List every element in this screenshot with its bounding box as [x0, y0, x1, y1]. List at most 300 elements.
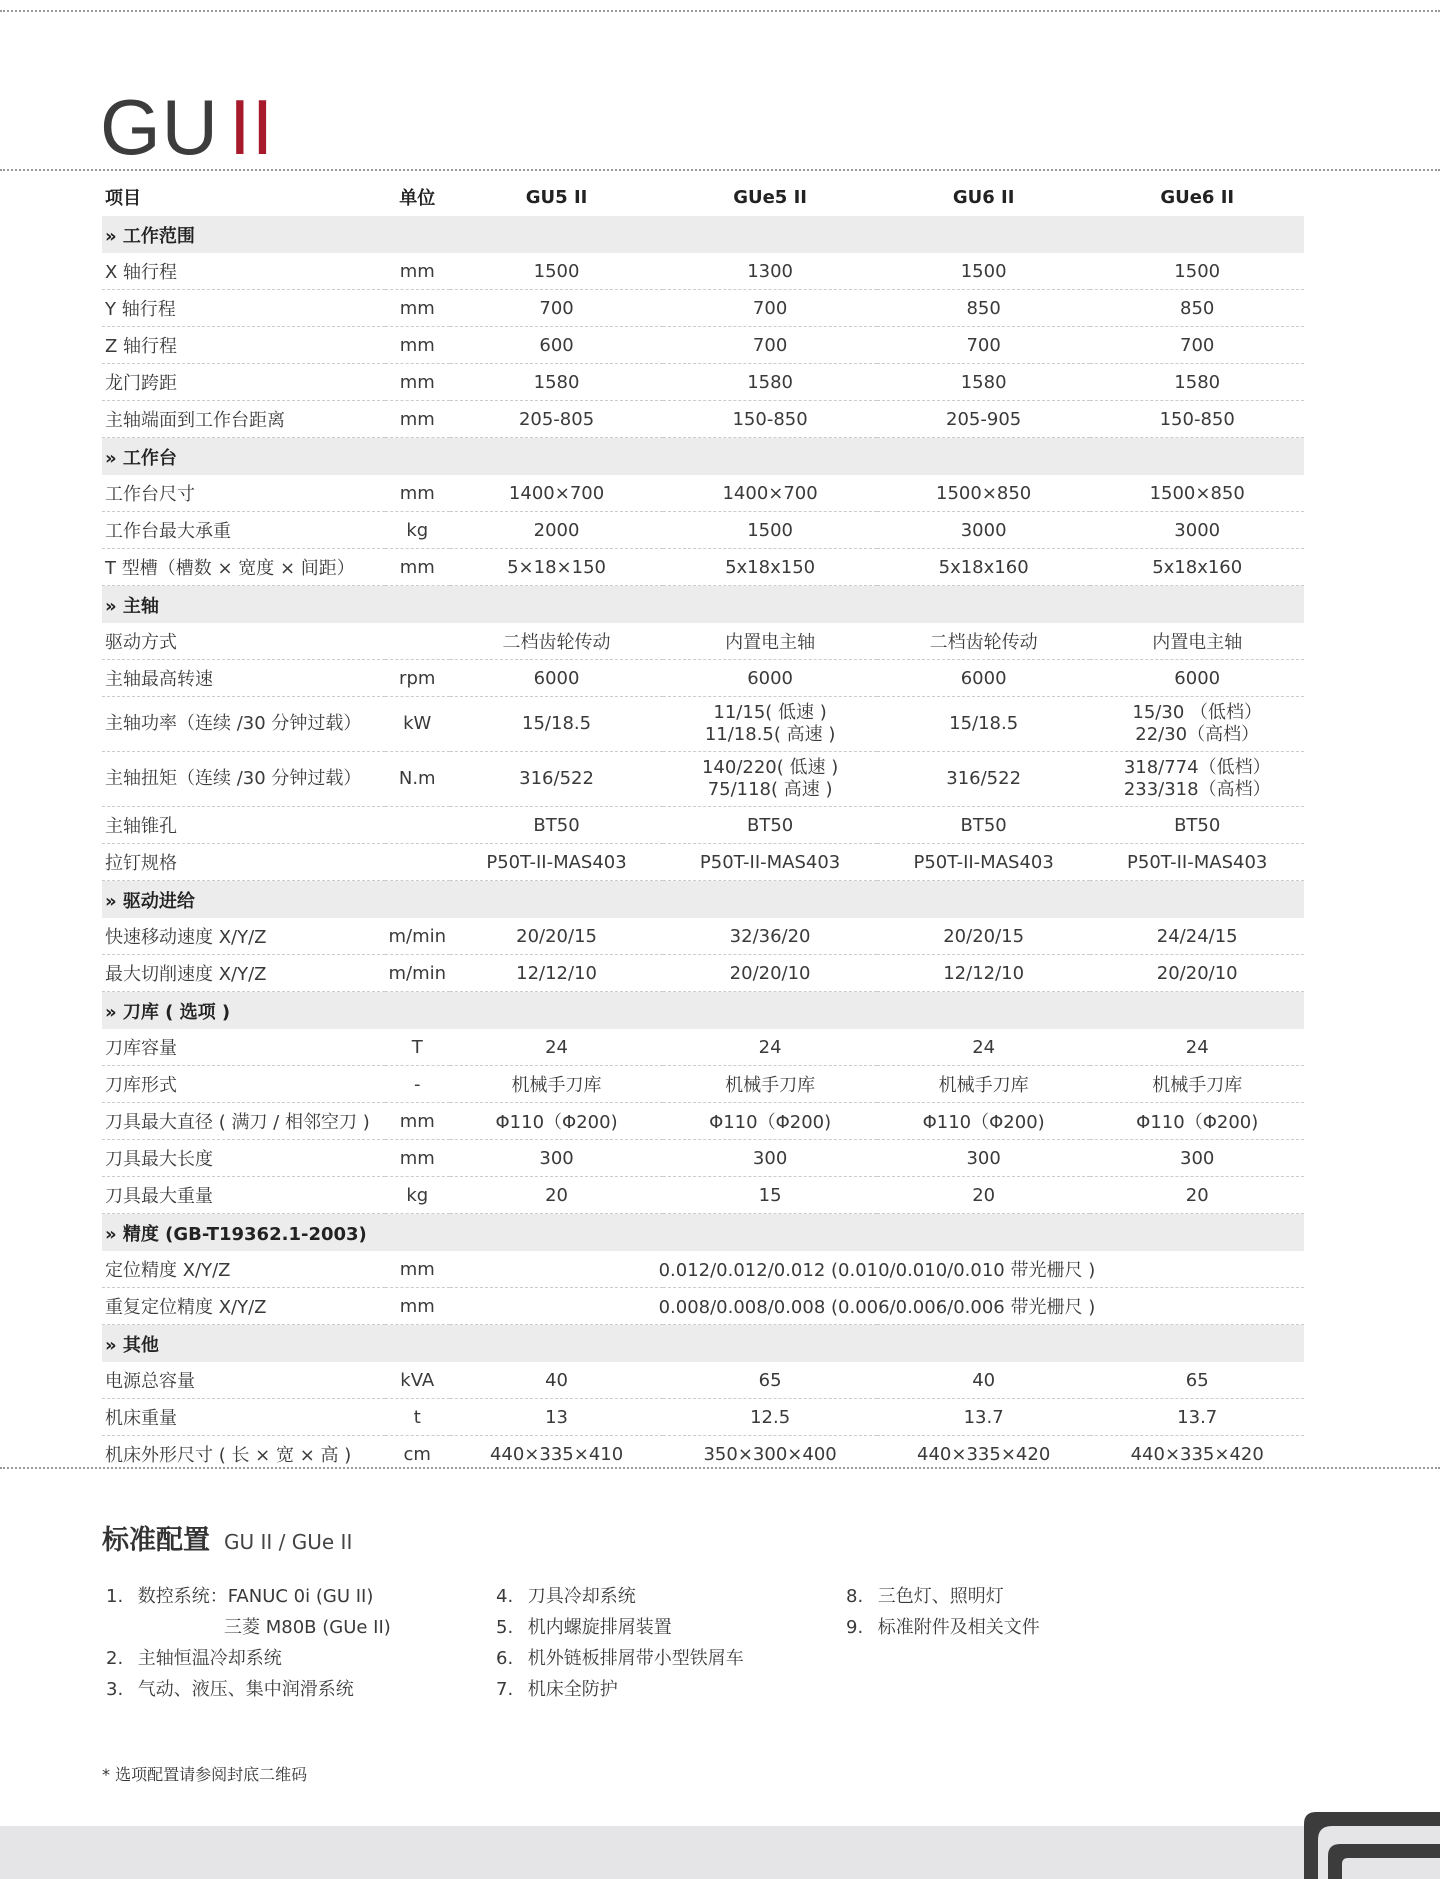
table-row [102, 1399, 1304, 1436]
row-label: 主轴功率（连续 /30 分钟过载） [102, 697, 385, 752]
value-line: 850 [1180, 297, 1215, 319]
row-unit: mm [385, 1140, 450, 1177]
value-line: 机械手刀库 [1152, 1075, 1243, 1096]
value-line: 700 [539, 297, 574, 319]
value-line: 13 [545, 1406, 568, 1428]
row-value [663, 1177, 877, 1214]
section-title: » 主轴 [102, 586, 1304, 624]
value-line: 2000 [533, 519, 580, 541]
row-unit: mm [385, 253, 450, 290]
table-row [102, 475, 1304, 512]
row-value [663, 253, 877, 290]
standard-config-subtitle: GU II / GUe II [224, 1530, 353, 1554]
row-value [1090, 1103, 1304, 1140]
config-item-text: 三色灯、照明灯 [877, 1586, 1004, 1607]
row-value [450, 475, 664, 512]
section-header-row [102, 438, 1304, 476]
table-row [102, 401, 1304, 438]
row-value [1090, 955, 1304, 992]
row-value [877, 253, 1091, 290]
value-line: 300 [966, 1147, 1001, 1169]
row-value [450, 253, 664, 290]
row-value [450, 549, 664, 586]
value-line: 318/774（低档） [1123, 757, 1271, 778]
row-value [1090, 549, 1304, 586]
config-item-text: 标准附件及相关文件 [877, 1617, 1040, 1638]
config-item-number: 6. [496, 1648, 514, 1669]
row-value [450, 697, 664, 752]
config-item [846, 1581, 1040, 1612]
config-item-number: 1. [106, 1586, 124, 1607]
row-label: 刀具最大直径 ( 满刀 / 相邻空刀 ) [102, 1103, 385, 1140]
row-value [877, 512, 1091, 549]
config-item-number: 7. [496, 1679, 514, 1700]
row-value [877, 752, 1091, 807]
brand-logo-mark [1304, 1812, 1440, 1879]
value-line: 15/18.5 [949, 713, 1019, 734]
value-line: 20/20/15 [943, 925, 1025, 947]
section-title: » 刀库 ( 选项 ) [102, 992, 1304, 1030]
config-item-text: 机床全防护 [527, 1679, 618, 1700]
row-value [1090, 918, 1304, 955]
config-item-text: 气动、液压、集中润滑系统 [137, 1679, 354, 1700]
value-line: Φ110（Φ200) [922, 1112, 1045, 1133]
value-line: 1580 [533, 371, 580, 393]
row-value [877, 1362, 1091, 1399]
row-unit [385, 807, 450, 844]
row-label: 主轴扭矩（连续 /30 分钟过载） [102, 752, 385, 807]
config-item-number: 8. [846, 1586, 864, 1607]
row-value [450, 1103, 664, 1140]
row-unit: mm [385, 1251, 450, 1288]
row-unit: cm [403, 1443, 431, 1465]
value-line: 440×335×420 [1130, 1443, 1264, 1465]
value-line: 内置电主轴 [1152, 632, 1243, 653]
value-line: 13.7 [963, 1406, 1004, 1428]
row-label: 重复定位精度 X/Y/Z [102, 1288, 385, 1325]
value-line: 1500 [960, 260, 1007, 282]
value-line: 6000 [960, 667, 1007, 689]
config-item-text: 刀具冷却系统 [527, 1586, 636, 1607]
value-line: P50T-II-MAS403 [486, 851, 627, 873]
value-line: 二档齿轮传动 [502, 632, 611, 653]
row-label: 机床外形尺寸 ( 长 × 宽 × 高 ) [105, 1445, 352, 1466]
row-value [450, 364, 664, 401]
row-value [663, 1399, 877, 1436]
config-item [496, 1581, 744, 1612]
row-value [1090, 1362, 1304, 1399]
value-line: 内置电主轴 [725, 632, 816, 653]
header-item: 项目 [105, 188, 141, 209]
title-dotted-rule [0, 169, 1440, 171]
section-header-row [102, 1214, 1304, 1252]
table-row [102, 1251, 1304, 1288]
value-line: 机械手刀库 [511, 1075, 602, 1096]
row-unit: m/min [385, 918, 450, 955]
row-value [1090, 401, 1304, 438]
row-value [663, 1140, 877, 1177]
value-line: 机械手刀库 [725, 1075, 816, 1096]
row-value [663, 955, 877, 992]
value-line: 1580 [960, 371, 1007, 393]
row-value [663, 1066, 877, 1103]
row-value [663, 549, 877, 586]
row-value [663, 512, 877, 549]
table-row [102, 697, 1304, 752]
row-value [663, 844, 877, 881]
row-value [450, 623, 664, 660]
value-line: BT50 [1174, 814, 1221, 836]
row-merged-value: 0.008/0.008/0.008 (0.006/0.006/0.006 带光栅尺 ) [450, 1288, 1304, 1325]
config-item-number: 4. [496, 1586, 514, 1607]
row-value [877, 549, 1091, 586]
row-value [1090, 327, 1304, 364]
value-line: 65 [1185, 1369, 1209, 1391]
value-line: 12.5 [750, 1406, 791, 1428]
table-row [102, 1140, 1304, 1177]
config-item [106, 1643, 391, 1674]
value-line: Φ110（Φ200) [495, 1112, 618, 1133]
value-line: 850 [966, 297, 1001, 319]
standard-config-column-2 [496, 1581, 744, 1705]
row-value [450, 327, 664, 364]
value-line: 3000 [960, 519, 1007, 541]
value-line: 300 [1180, 1147, 1215, 1169]
row-value [450, 512, 664, 549]
row-value [877, 623, 1091, 660]
row-value [877, 1399, 1091, 1436]
row-value [1090, 752, 1304, 807]
row-label: Z 轴行程 [102, 327, 385, 364]
row-label: 主轴锥孔 [102, 807, 385, 844]
value-line: 24 [545, 1036, 568, 1058]
row-value [1090, 807, 1304, 844]
section-title: » 驱动进给 [102, 881, 1304, 919]
value-line: P50T-II-MAS403 [1127, 851, 1268, 873]
row-merged-value: 0.012/0.012/0.012 (0.010/0.010/0.010 带光栅尺 ) [450, 1251, 1304, 1288]
value-line: 20/20/10 [1156, 962, 1238, 984]
title-main: GU [100, 83, 219, 171]
row-value [663, 1029, 877, 1066]
value-line: 13.7 [1177, 1406, 1218, 1428]
row-value [663, 807, 877, 844]
row-unit: mm [385, 364, 450, 401]
section-header-row [102, 992, 1304, 1030]
section-header-row [102, 216, 1304, 253]
value-line: 140/220( 低速 ) [701, 757, 839, 778]
row-label: 机床重量 [102, 1399, 385, 1436]
row-value [1090, 697, 1304, 752]
config-item-text: 数控系统：FANUC 0i (GU II) [137, 1586, 374, 1607]
row-label: 刀库容量 [102, 1029, 385, 1066]
row-value [877, 327, 1091, 364]
value-line: 150-850 [732, 408, 808, 430]
section-header-row [102, 1325, 1304, 1363]
header-unit: 单位 [399, 188, 436, 209]
table-row [102, 918, 1304, 955]
value-line: 316/522 [519, 768, 594, 789]
section-title: » 精度 (GB-T19362.1-2003) [102, 1214, 1304, 1252]
row-value [1090, 512, 1304, 549]
row-value [877, 290, 1091, 327]
config-item [106, 1674, 391, 1705]
row-value [663, 1103, 877, 1140]
value-line: 20/20/10 [729, 962, 811, 984]
row-label: 电源总容量 [102, 1362, 385, 1399]
section-header-row [102, 881, 1304, 919]
row-unit: kg [385, 512, 450, 549]
row-unit: mm [385, 401, 450, 438]
section-header-row [102, 586, 1304, 624]
row-value [877, 364, 1091, 401]
value-line: 1500 [533, 260, 580, 282]
table-row [102, 1362, 1304, 1399]
row-label: X 轴行程 [102, 253, 385, 290]
row-value [450, 401, 664, 438]
options-footnote: * 选项配置请参阅封底二维码 [102, 1765, 308, 1784]
row-value [1090, 253, 1304, 290]
value-line: 40 [972, 1369, 996, 1391]
row-value [877, 697, 1091, 752]
table-row [102, 1066, 1304, 1103]
row-value [877, 807, 1091, 844]
row-value [450, 955, 664, 992]
row-value [450, 1177, 664, 1214]
config-item [106, 1612, 391, 1643]
row-value [663, 623, 877, 660]
row-value [1090, 475, 1304, 512]
row-value [450, 1029, 664, 1066]
row-value [663, 1362, 877, 1399]
table-row [102, 327, 1304, 364]
row-value [877, 1140, 1091, 1177]
config-item-number: 2. [106, 1648, 124, 1669]
header-model-gu6: GU6 II [952, 186, 1015, 208]
config-item [846, 1612, 1040, 1643]
footer-band [0, 1826, 1440, 1879]
row-value [1090, 660, 1304, 697]
row-unit: kVA [385, 1362, 450, 1399]
value-line: 75/118( 高速 ) [707, 779, 833, 800]
value-line: 350×300×400 [703, 1443, 837, 1465]
row-value [663, 752, 877, 807]
value-line: 700 [752, 297, 788, 319]
section-title: » 工作范围 [102, 216, 1304, 253]
row-value [450, 1399, 664, 1436]
page-title [100, 82, 274, 172]
row-label: 刀具最大长度 [102, 1140, 385, 1177]
row-unit: mm [385, 327, 450, 364]
table-bottom-dotted-rule [0, 1467, 1440, 1469]
value-line: 6000 [533, 667, 580, 689]
row-value [450, 807, 664, 844]
table-row [102, 1029, 1304, 1066]
config-item-text: 主轴恒温冷却系统 [137, 1648, 282, 1669]
row-unit: kW [385, 697, 450, 752]
config-item [496, 1643, 744, 1674]
value-line: 600 [539, 334, 574, 356]
table-row [102, 807, 1304, 844]
value-line: 3000 [1174, 519, 1221, 541]
row-value [877, 918, 1091, 955]
table-row [102, 955, 1304, 992]
table-row [102, 253, 1304, 290]
row-label: 工作台最大承重 [102, 512, 385, 549]
value-line: 1500×850 [1149, 482, 1245, 504]
row-value [877, 1029, 1091, 1066]
config-item [496, 1612, 744, 1643]
title-accent: II [229, 83, 275, 171]
value-line: 1500 [1174, 260, 1221, 282]
value-line: 440×335×420 [917, 1443, 1051, 1465]
value-line: 1300 [747, 260, 793, 282]
row-value [877, 401, 1091, 438]
value-line: 24 [1185, 1036, 1209, 1058]
row-value [877, 1177, 1091, 1214]
row-unit: T [385, 1029, 450, 1066]
value-line: 24/24/15 [1156, 925, 1238, 947]
value-line: 12/12/10 [943, 962, 1025, 984]
row-value [663, 475, 877, 512]
row-unit: mm [385, 475, 450, 512]
value-line: P50T-II-MAS403 [913, 851, 1054, 873]
row-value [663, 697, 877, 752]
row-value [450, 1140, 664, 1177]
row-value [877, 1066, 1091, 1103]
row-value [450, 660, 664, 697]
value-line: 233/318（高档） [1123, 779, 1271, 800]
row-value [1090, 1029, 1304, 1066]
header-model-gu5: GU5 II [525, 186, 588, 208]
row-unit: - [385, 1066, 450, 1103]
value-line: 5×18×150 [507, 556, 606, 578]
row-unit: mm [385, 549, 450, 586]
value-line: 300 [539, 1147, 574, 1169]
value-line: 20 [1185, 1184, 1209, 1206]
value-line: BT50 [960, 814, 1007, 836]
row-value [450, 1066, 664, 1103]
row-value [1090, 1399, 1304, 1436]
row-value [877, 955, 1091, 992]
value-line: P50T-II-MAS403 [699, 851, 841, 873]
value-line: 二档齿轮传动 [929, 632, 1038, 653]
row-value [877, 660, 1091, 697]
row-value [1090, 1066, 1304, 1103]
value-line: 65 [758, 1369, 782, 1391]
row-value [663, 364, 877, 401]
value-line: 11/18.5( 高速 ) [704, 724, 836, 745]
row-unit [385, 844, 450, 881]
value-line: 12/12/10 [516, 962, 597, 984]
table-row [102, 844, 1304, 881]
value-line: 32/36/20 [729, 925, 811, 947]
value-line: 15 [758, 1184, 782, 1206]
row-value [663, 290, 877, 327]
table-row [102, 549, 1304, 586]
row-value [663, 918, 877, 955]
table-row [102, 512, 1304, 549]
value-line: Φ110（Φ200) [709, 1112, 832, 1133]
value-line: 机械手刀库 [938, 1075, 1029, 1096]
row-value [1090, 844, 1304, 881]
value-line: 205-905 [946, 408, 1022, 430]
standard-config-heading [102, 1518, 352, 1557]
row-label: Y 轴行程 [102, 290, 385, 327]
value-line: 24 [972, 1036, 996, 1058]
value-line: 24 [758, 1036, 782, 1058]
row-unit: mm [385, 290, 450, 327]
value-line: 40 [545, 1369, 568, 1391]
table-row [102, 364, 1304, 401]
row-label: T 型槽（槽数 × 宽度 × 间距） [102, 549, 385, 586]
row-unit: mm [385, 1103, 450, 1140]
value-line: 15/30 （低档） [1132, 702, 1263, 723]
row-value [877, 844, 1091, 881]
value-line: 1400×700 [722, 482, 818, 504]
value-line: 5x18x160 [938, 556, 1029, 578]
spec-table-body [102, 216, 1304, 1472]
config-item-number: 5. [496, 1617, 514, 1638]
value-line: 205-805 [518, 408, 595, 430]
header-model-gue5: GUe5 II [733, 186, 807, 208]
value-line: 700 [752, 334, 788, 356]
config-item [106, 1581, 391, 1612]
row-value [1090, 1177, 1304, 1214]
row-label: 工作台尺寸 [102, 475, 385, 512]
row-value [450, 1362, 664, 1399]
row-value [663, 327, 877, 364]
config-item-text: 机内螺旋排屑装置 [527, 1617, 672, 1638]
section-title: » 工作台 [102, 438, 1304, 476]
row-label: 驱动方式 [102, 623, 385, 660]
value-line: 1400×700 [508, 482, 605, 504]
row-value [1090, 623, 1304, 660]
value-line: 5x18x160 [1152, 556, 1243, 578]
row-unit: kg [385, 1177, 450, 1214]
standard-config-column-1 [106, 1581, 391, 1705]
value-line: Φ110（Φ200) [1136, 1112, 1259, 1133]
value-line: 700 [966, 334, 1001, 356]
table-row [102, 1103, 1304, 1140]
value-line: 20 [545, 1184, 568, 1206]
table-row [102, 660, 1304, 697]
value-line: BT50 [746, 814, 794, 836]
value-line: 6000 [1174, 667, 1221, 689]
spec-table [102, 178, 1304, 1472]
row-unit: mm [385, 1288, 450, 1325]
row-label: 刀具最大重量 [102, 1177, 385, 1214]
value-line: BT50 [533, 814, 580, 836]
config-item-text: 三菱 M80B (GUe II) [224, 1617, 391, 1638]
value-line: 22/30（高档） [1135, 724, 1260, 745]
row-unit: rpm [385, 660, 450, 697]
value-line: 1500×850 [936, 482, 1032, 504]
table-row [102, 290, 1304, 327]
value-line: 440×335×410 [489, 1443, 624, 1465]
logo-lower-stroke [1328, 1844, 1440, 1879]
value-line: 15/18.5 [522, 713, 592, 734]
row-unit: m/min [385, 955, 450, 992]
value-line: 20/20/15 [516, 925, 597, 947]
table-row [102, 623, 1304, 660]
config-item-text: 机外链板排屑带小型铁屑车 [527, 1648, 744, 1669]
row-label: 龙门跨距 [102, 364, 385, 401]
value-line: 1580 [1174, 371, 1221, 393]
standard-config-column-3 [846, 1581, 1040, 1643]
row-label: 最大切削速度 X/Y/Z [102, 955, 385, 992]
row-label: 快速移动速度 X/Y/Z [102, 918, 385, 955]
row-value [663, 401, 877, 438]
